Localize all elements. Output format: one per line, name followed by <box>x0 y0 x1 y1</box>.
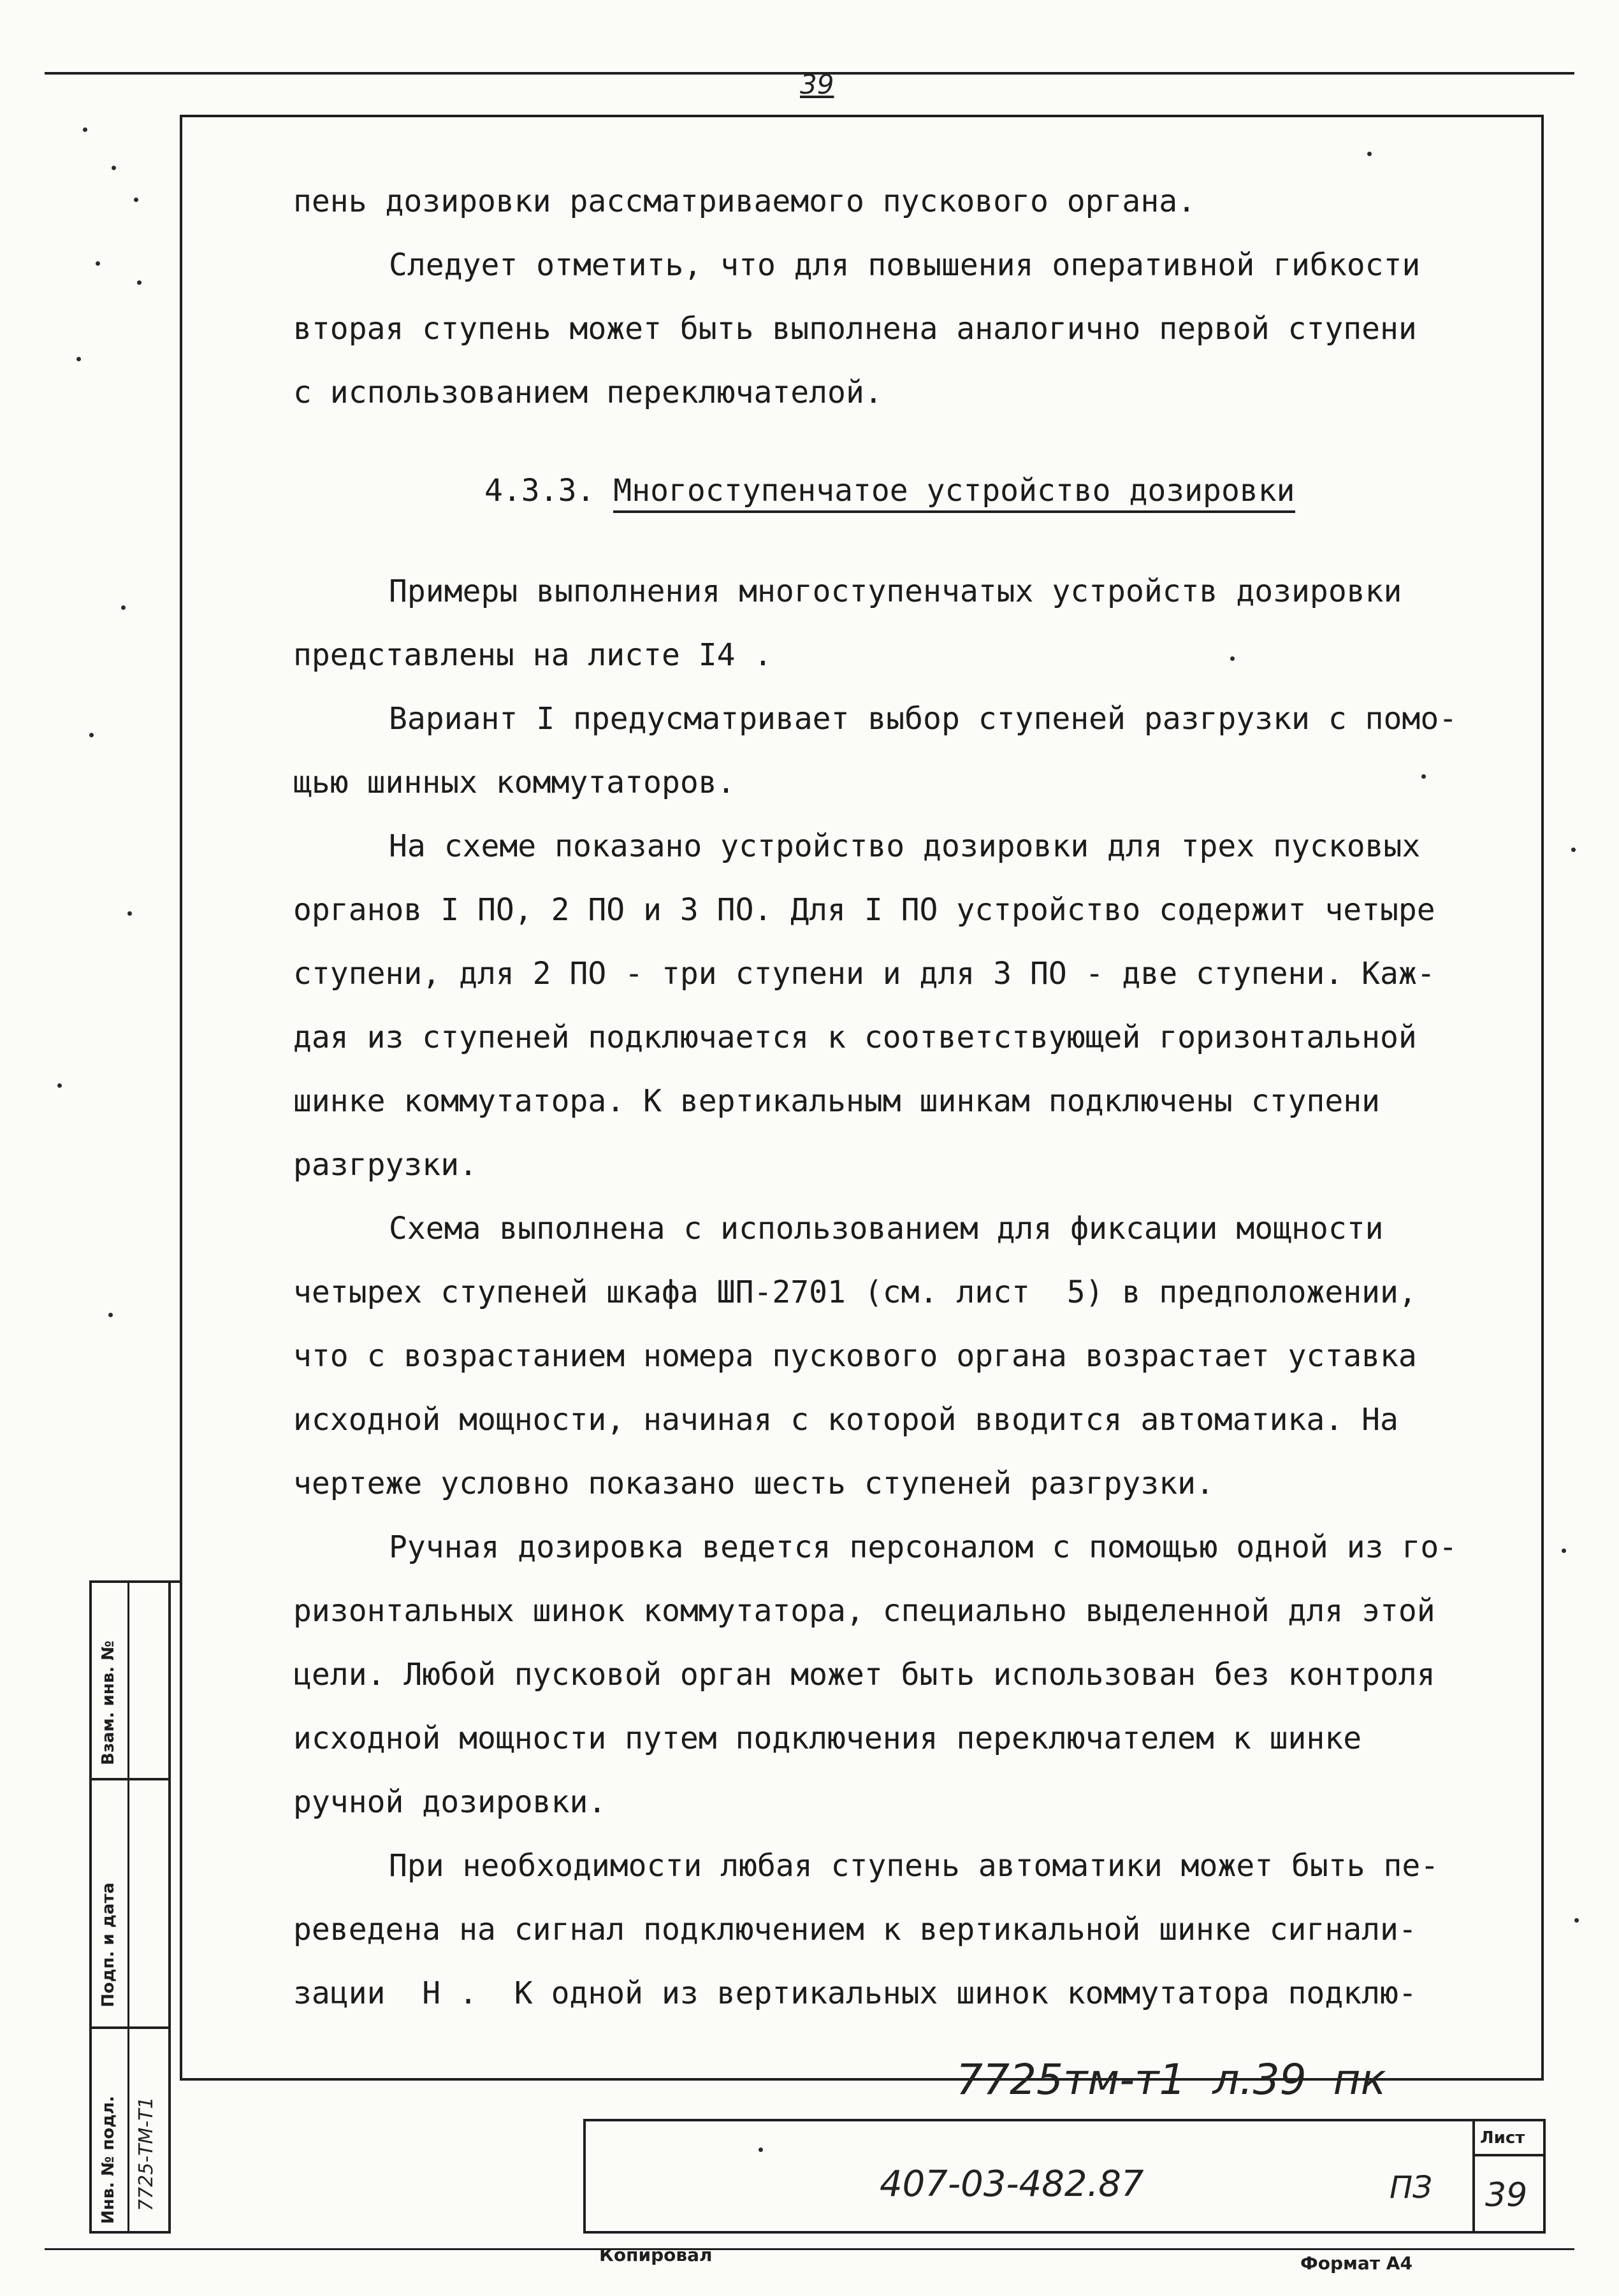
body-line-text: органов I ПО, 2 ПО и 3 ПО. Для I ПО устройство содержит четыре <box>293 892 1435 928</box>
body-line <box>293 892 1435 928</box>
body-line <box>293 1593 1435 1629</box>
scan-speck <box>759 2148 763 2152</box>
body-line-text: разгрузки. <box>293 1147 477 1183</box>
margin-stamp-cell-line <box>89 2026 171 2029</box>
body-line <box>293 1466 1214 1501</box>
body-line-text: цели. Любой пусковой орган может быть использован без контроля <box>293 1657 1435 1693</box>
footer-format: Формат А4 <box>1300 2253 1412 2274</box>
body-line <box>293 1274 1417 1310</box>
body-line <box>293 765 736 800</box>
margin-stamp-cell-line <box>89 1778 171 1780</box>
body-line <box>293 1721 1361 1756</box>
body-line <box>389 574 1402 609</box>
body-line <box>293 1402 1398 1438</box>
body-line <box>293 1975 1417 2011</box>
body-line-text: четырех ступеней шкафа ШП-2701 (см. лист 5) в предположении, <box>293 1274 1417 1310</box>
body-line <box>293 311 1417 347</box>
sheet-number: 39 <box>1485 2176 1528 2214</box>
body-line-text: что с возрастанием номера пускового органа возрастает уставка <box>293 1338 1417 1374</box>
body-line-text: При необходимости любая ступень автоматики может быть пе- <box>389 1848 1439 1884</box>
body-line-text: ступени, для 2 ПО - три ступени и для 3 ПО - две ступени. Каж- <box>293 956 1435 992</box>
scan-speck <box>112 166 116 170</box>
body-line <box>293 1083 1380 1119</box>
body-line-text: чертеже условно показано шесть ступеней разгрузки. <box>293 1466 1214 1501</box>
section-heading-title: Многоступенчатое устройство дозировки <box>613 473 1295 513</box>
body-line-text: Примеры выполнения многоступенчатых устройств дозировки <box>389 574 1402 609</box>
body-line <box>293 184 1196 219</box>
body-line-text: исходной мощности путем подключения переключателем к шинке <box>293 1721 1362 1756</box>
body-line <box>293 1338 1417 1374</box>
scan-speck <box>1574 1918 1579 1923</box>
body-line-text: щью шинных коммутаторов. <box>293 765 736 800</box>
body-line-text: исходной мощности, начиная с которой вводится автоматика. На <box>293 1402 1398 1438</box>
body-line-text: шинке коммутатора. К вертикальным шинкам подключены ступени <box>293 1083 1381 1119</box>
margin-label-original-inv: Инв. № подл. <box>99 2095 118 2224</box>
body-line <box>293 375 883 410</box>
scan-speck <box>1230 656 1235 661</box>
scan-speck <box>134 198 138 202</box>
margin-label-replaced-inv: Взам. инв. № <box>99 1640 118 1765</box>
margin-label-signature-date: Подп. и дата <box>99 1882 118 2007</box>
body-line <box>293 1147 477 1183</box>
scan-speck <box>108 1313 113 1317</box>
scan-speck <box>57 1083 62 1088</box>
scan-speck <box>89 733 94 737</box>
scan-speck <box>127 911 132 916</box>
scan-speck <box>76 357 81 361</box>
body-line <box>293 1020 1417 1055</box>
scan-speck <box>137 280 142 285</box>
body-line <box>389 1529 1457 1565</box>
bottom-edge-line <box>45 2248 1574 2250</box>
footer-copied: Копировал <box>599 2244 713 2265</box>
body-line <box>389 247 1420 283</box>
body-line-text: Вариант I предусматривает выбор ступеней разгрузки с помо- <box>389 701 1458 737</box>
margin-handwritten-inv: 7725-ТМ-Т1 <box>135 2097 157 2211</box>
scan-speck <box>1562 1549 1566 1553</box>
scan-speck <box>1367 152 1372 156</box>
section-heading <box>484 473 1295 509</box>
body-line <box>389 1848 1439 1884</box>
page-number-mark: 39 <box>800 69 834 100</box>
body-line-text: 4.3.3. <box>484 473 614 509</box>
document-designation: 407-03-482.87 <box>880 2163 1144 2205</box>
body-line-text: представлены на листе I4 . <box>293 637 773 673</box>
sheet-label: Лист <box>1480 2128 1525 2148</box>
body-line <box>389 828 1420 864</box>
margin-stamp-connector <box>171 1580 181 1583</box>
body-line-text: реведена на сигнал подключением к вертикальной шинке сигнали- <box>293 1912 1417 1947</box>
scan-speck <box>96 261 100 266</box>
body-line <box>293 1657 1435 1693</box>
body-line <box>293 1912 1417 1947</box>
body-line-text: вторая ступень может быть выполнена аналогично первой ступени <box>293 311 1417 347</box>
body-line-text: Ручная дозировка ведется персоналом с помощью одной из го- <box>389 1529 1458 1565</box>
margin-stamp-divider <box>127 1580 129 2234</box>
document-code: ПЗ <box>1390 2170 1432 2206</box>
body-line <box>389 1211 1384 1246</box>
body-line-text: На схеме показано устройство дозировки для трех пусковых <box>389 828 1421 864</box>
body-line <box>293 637 772 673</box>
body-line <box>293 1784 606 1820</box>
scan-speck <box>121 605 126 610</box>
body-line-text: дая из ступеней подключается к соответствующей горизонтальной <box>293 1020 1417 1055</box>
scan-speck <box>1571 848 1576 852</box>
title-block-divider <box>1472 2119 1475 2234</box>
body-line-text: пень дозировки рассматриваемого пускового органа. <box>293 184 1196 219</box>
body-line <box>293 956 1435 992</box>
handwritten-sheet-note: 7725тм-т1 л.39 пк <box>956 2055 1386 2104</box>
body-line-text: с использованием переключателой. <box>293 375 883 410</box>
body-line-text: ручной дозировки. <box>293 1784 607 1820</box>
body-line-text: Схема выполнена с использованием для фиксации мощности <box>389 1211 1384 1246</box>
scan-speck <box>83 127 87 132</box>
scan-speck <box>1421 774 1426 779</box>
title-block-divider <box>1472 2154 1546 2156</box>
body-line-text: Следует отметить, что для повышения оперативной гибкости <box>389 247 1421 283</box>
body-line <box>389 701 1457 737</box>
body-line-text: ризонтальных шинок коммутатора, специально выделенной для этой <box>293 1593 1435 1629</box>
body-line-text: зации Н . К одной из вертикальных шинок коммутатора подклю- <box>293 1975 1417 2011</box>
